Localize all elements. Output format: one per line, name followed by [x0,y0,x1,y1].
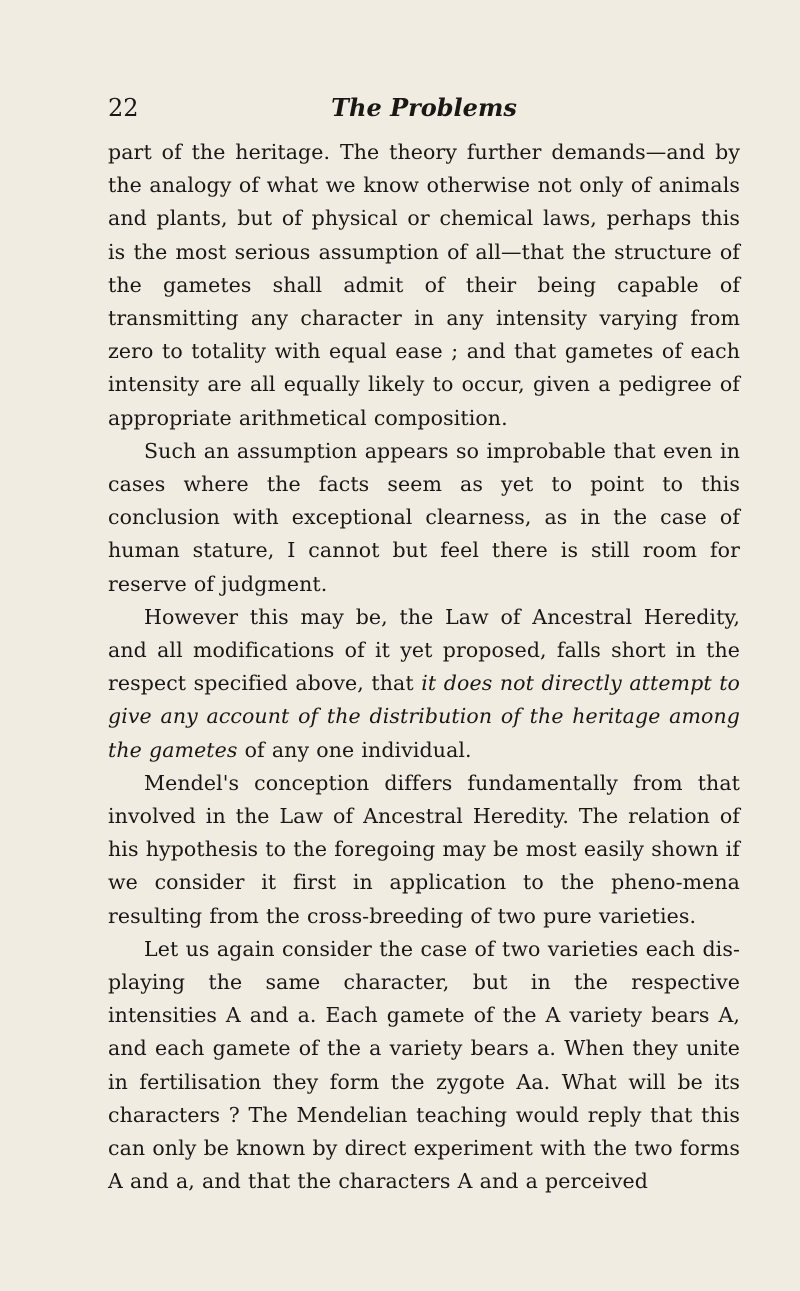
paragraph-4: Mendel's conception differs fundamentally from that involved in the Law of Ancestral Heredity. The relation of his hypothesis to the foregoing may be most easily shown if we consider it first in application to the pheno-mena resulting from the cross-breeding of two pure varieties. [108,770,740,928]
running-head [108,94,740,132]
running-title: The Problems [331,93,517,122]
paragraph-5: Let us again consider the case of two varieties each dis-playing the same character, but in the respective intensities A and a. Each gamete of the A variety bears A, and each gamete of the a variety bears a. When they unite in fertilisation they form the zygote Aa. What will be its characters ? The Mendelian teaching would reply that this can only be known by direct experiment with the two forms A and a, and that the characters A and a perceived [108,936,740,1194]
body-text [108,136,740,1199]
paragraph-3-text-start: However this may be, the Law of Ancestral Heredity, and all modifications of it yet proposed, falls short in the respect specified above, that [108,604,740,696]
book-page [108,94,740,1199]
paragraph-2: Such an assumption appears so improbable that even in cases where the facts seem as yet to point to this conclusion with exceptional clearness, as in the case of human stature, I cannot but feel there is still room for reserve of judgment. [108,438,740,596]
page-number: 22 [108,94,139,122]
paragraph-3-italic-passage: it does not directly attempt to give any account of the distribution of the heritage among the gametes [108,671,740,762]
paragraph-1: part of the heritage. The theory further demands—and by the analogy of what we know otherwise not only of animals and plants, but of physical or chemical laws, perhaps this is the most serious assumption of all—that the structure of the gametes shall admit of their being capable of transmitting any character in any intensity varying from zero to totality with equal ease ; and that gametes of each intensity are all equally likely to occur, given a pedigree of appropriate arithmetical composition. [108,140,740,430]
paragraph-3-text-end: of any one individual. [237,737,472,762]
paragraph-3 [108,601,740,767]
